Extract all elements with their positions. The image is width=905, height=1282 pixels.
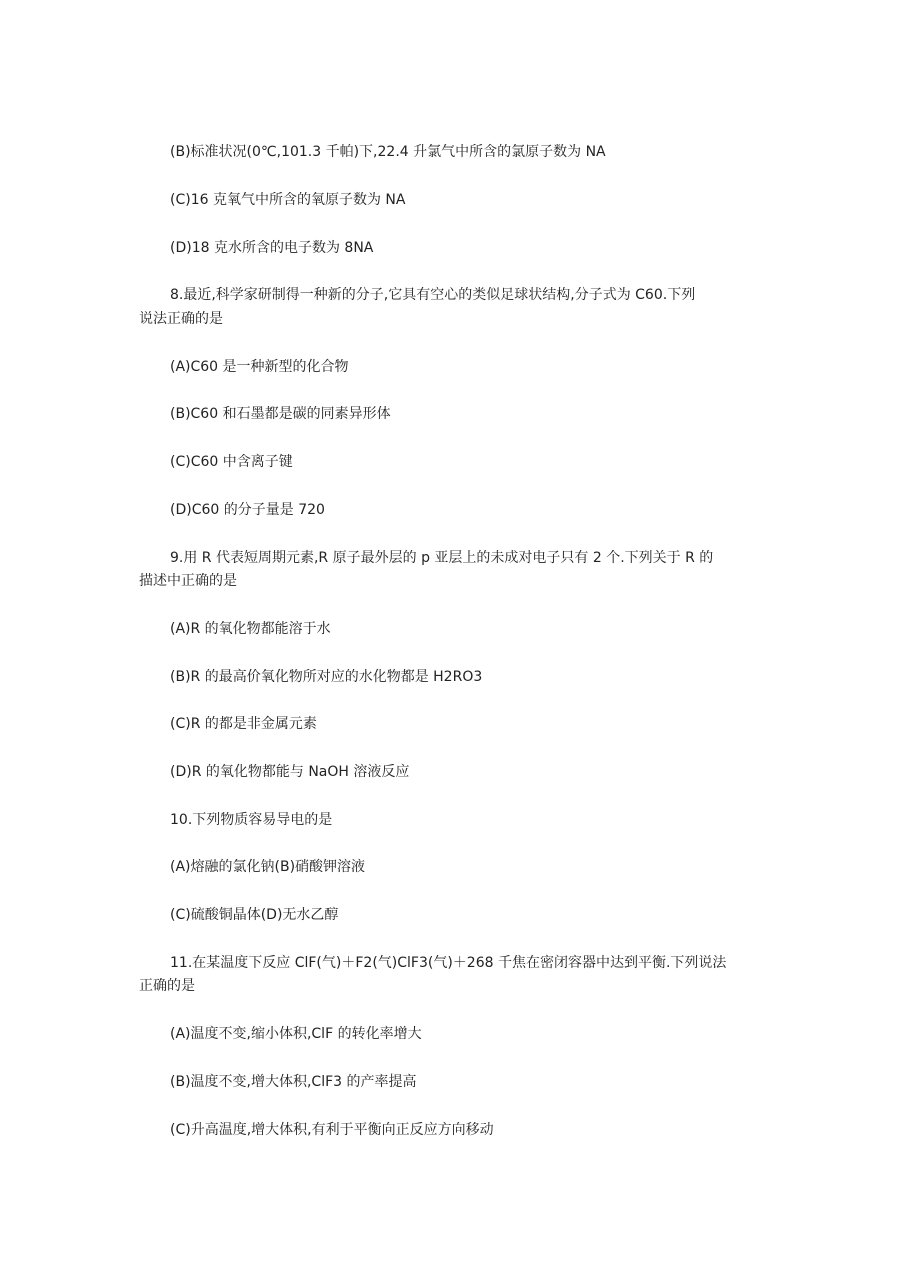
option-7c: (C)16 克氧气中所含的氧原子数为 NA bbox=[170, 192, 406, 208]
option-8a: (A)C60 是一种新型的化合物 bbox=[170, 359, 349, 375]
question-9: 9.用 R 代表短周期元素,R 原子最外层的 p 亚层上的未成对电子只有 2 个.下列关于 R 的 bbox=[170, 550, 714, 566]
option-9c: (C)R 的都是非金属元素 bbox=[170, 716, 317, 732]
option-10ab: (A)熔融的氯化钠(B)硝酸钾溶液 bbox=[170, 859, 366, 875]
option-9d: (D)R 的氧化物都能与 NaOH 溶液反应 bbox=[170, 764, 410, 780]
option-11a: (A)温度不变,缩小体积,ClF 的转化率增大 bbox=[170, 1026, 422, 1042]
option-8d: (D)C60 的分子量是 720 bbox=[170, 502, 325, 518]
question-11-cont: 正确的是 bbox=[139, 978, 195, 994]
question-9-cont: 描述中正确的是 bbox=[139, 573, 237, 589]
option-11c: (C)升高温度,增大体积,有利于平衡向正反应方向移动 bbox=[170, 1122, 494, 1138]
option-11b: (B)温度不变,增大体积,ClF3 的产率提高 bbox=[170, 1074, 417, 1090]
option-9b: (B)R 的最高价氧化物所对应的水化物都是 H2RO3 bbox=[170, 669, 483, 685]
question-8-cont: 说法正确的是 bbox=[139, 311, 223, 327]
option-8c: (C)C60 中含离子键 bbox=[170, 454, 293, 470]
option-7b: (B)标准状况(0℃,101.3 千帕)下,22.4 升氯气中所含的氯原子数为 NA bbox=[170, 144, 606, 160]
option-9a: (A)R 的氧化物都能溶于水 bbox=[170, 621, 331, 637]
option-10cd: (C)硫酸铜晶体(D)无水乙醇 bbox=[170, 907, 339, 923]
option-8b: (B)C60 和石墨都是碳的同素异形体 bbox=[170, 406, 391, 422]
question-10: 10.下列物质容易导电的是 bbox=[170, 812, 333, 828]
question-8: 8.最近,科学家研制得一种新的分子,它具有空心的类似足球状结构,分子式为 C60.下列 bbox=[170, 287, 696, 303]
question-11: 11.在某温度下反应 ClF(气)＋F2(气)ClF3(气)＋268 千焦在密闭容器中达到平衡.下列说法 bbox=[170, 955, 727, 971]
option-7d: (D)18 克水所含的电子数为 8NA bbox=[170, 240, 374, 256]
